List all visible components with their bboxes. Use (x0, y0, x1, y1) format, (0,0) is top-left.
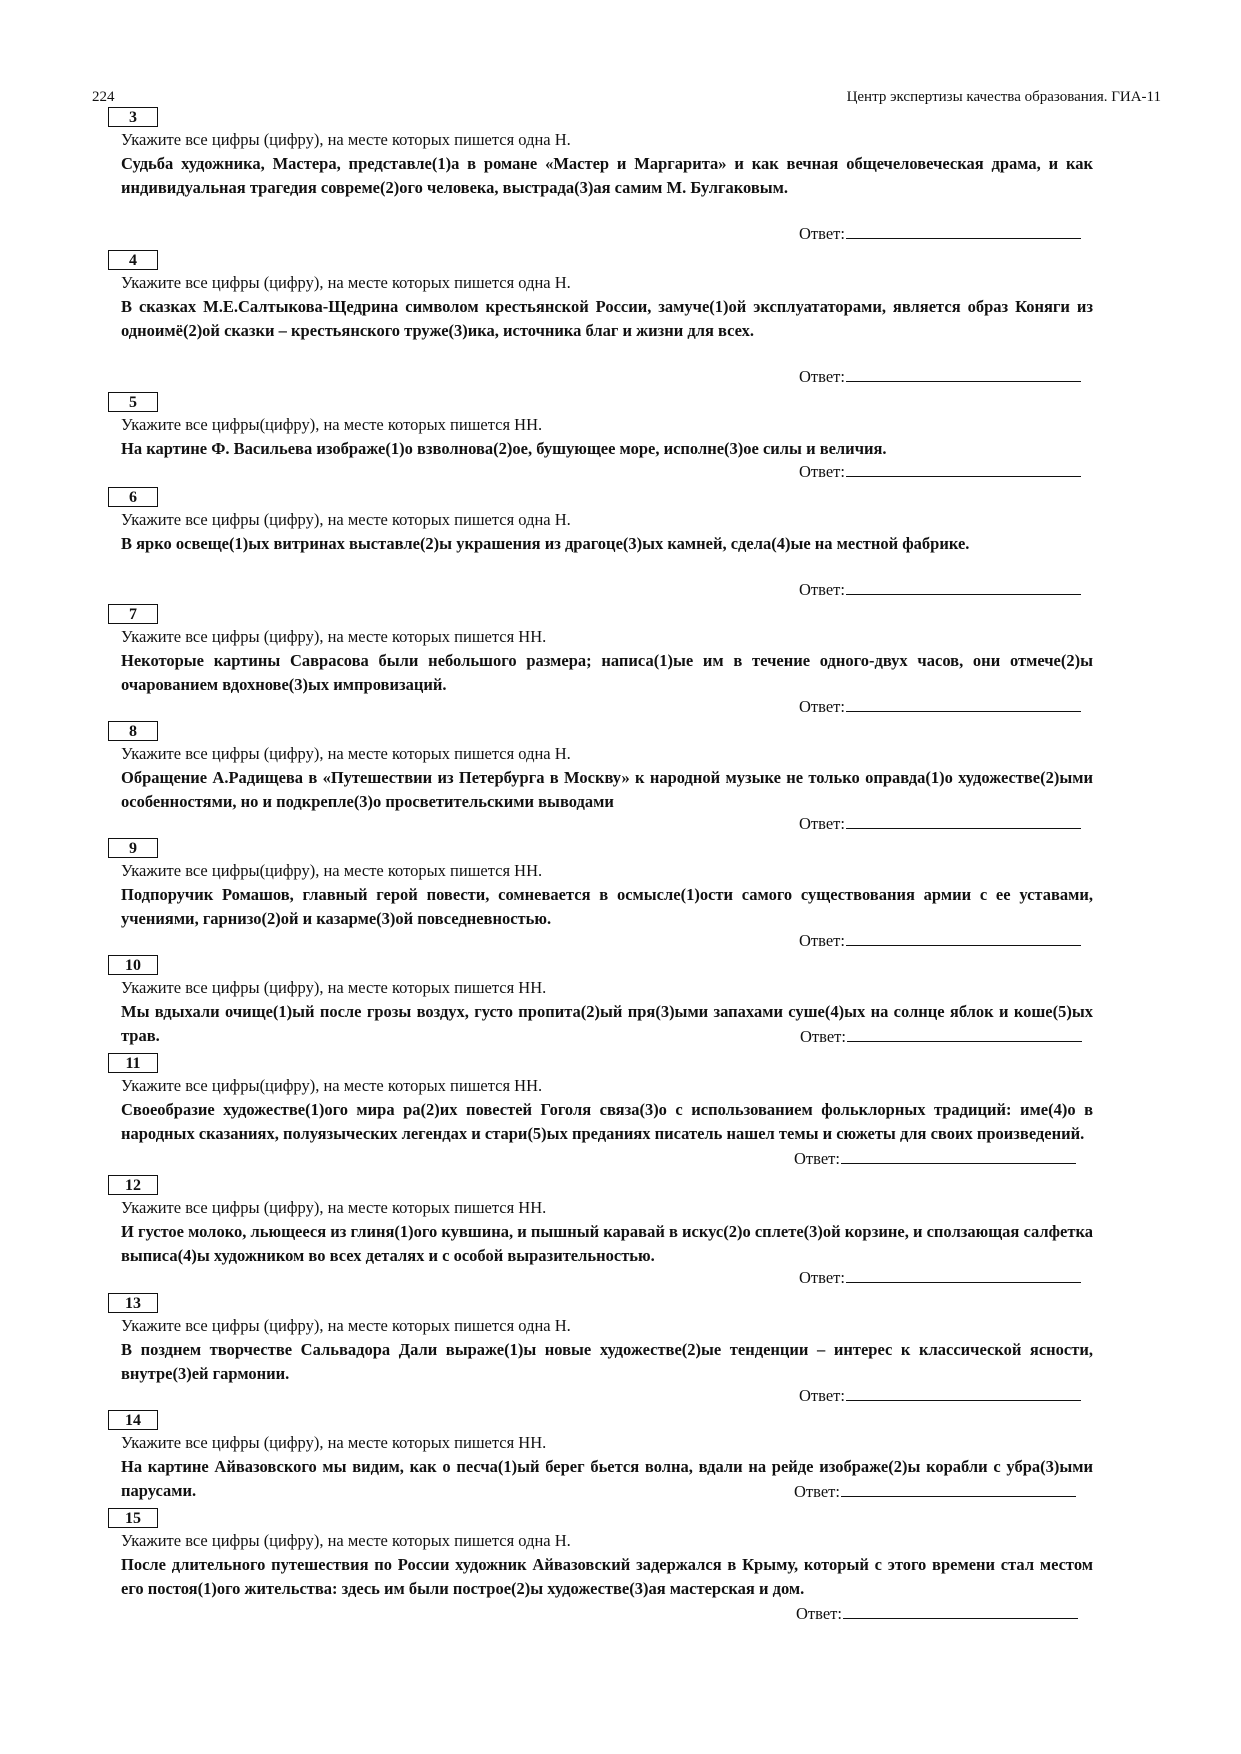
answer-label: Ответ: (799, 697, 845, 716)
answer-field[interactable] (799, 931, 1081, 951)
task-instruction: Укажите все цифры (цифру), на месте которых пишется одна Н. (121, 130, 571, 149)
answer-field[interactable] (790, 1482, 1076, 1502)
answer-label: Ответ: (799, 367, 845, 386)
task-number: 6 (108, 487, 158, 507)
answer-label: Ответ: (799, 1386, 845, 1405)
answer-line[interactable] (846, 1386, 1081, 1401)
answer-line[interactable] (841, 1149, 1076, 1164)
task-instruction: Укажите все цифры (цифру), на месте которых пишется НН. (121, 1198, 547, 1217)
task-sentence: Судьба художника, Мастера, представле(1)а в романе «Мастер и Маргарита» и как вечная общечеловеческая драма, и как индивидуальная трагедия совреме(2)ого человека, выстрада(3)ая самим М. Булгаковым. (121, 154, 1093, 197)
task-number: 5 (108, 392, 158, 412)
task-instruction: Укажите все цифры(цифру), на месте которых пишется НН. (121, 1076, 543, 1095)
answer-field[interactable] (799, 462, 1081, 482)
task-instruction: Укажите все цифры (цифру), на месте которых пишется одна Н. (121, 1531, 571, 1550)
answer-line[interactable] (846, 580, 1081, 595)
answer-line[interactable] (847, 1027, 1082, 1042)
answer-label: Ответ: (794, 1149, 840, 1168)
task-instruction: Укажите все цифры(цифру), на месте которых пишется НН. (121, 415, 543, 434)
answer-label: Ответ: (799, 462, 845, 481)
task-sentence: В ярко освеще(1)ых витринах выставле(2)ы украшения из драгоце(3)ых камней, сдела(4)ые на местной фабрике. (121, 534, 970, 553)
answer-field[interactable] (799, 224, 1081, 244)
task-number: 3 (108, 107, 158, 127)
header-title: Центр экспертизы качества образования. ГИА-11 (846, 89, 1161, 105)
task-instruction: Укажите все цифры (цифру), на месте которых пишется НН. (121, 978, 547, 997)
task-instruction: Укажите все цифры (цифру), на месте которых пишется одна Н. (121, 273, 571, 292)
task-instruction: Укажите все цифры(цифру), на месте которых пишется НН. (121, 861, 543, 880)
answer-line[interactable] (841, 1482, 1076, 1497)
answer-label: Ответ: (799, 224, 845, 243)
answer-field[interactable] (792, 1604, 1078, 1624)
answer-field[interactable] (799, 1386, 1081, 1406)
answer-field[interactable] (790, 1149, 1076, 1169)
task-sentence: После длительного путешествия по России художник Айвазовский задержался в Крыму, который с этого времени стал местом его постоя(1)ого жительства: здесь им были построе(2)ы художестве(3)ая мастерская и дом. (121, 1555, 1093, 1598)
task-number: 15 (108, 1508, 158, 1528)
task-number: 10 (108, 955, 158, 975)
task-number: 8 (108, 721, 158, 741)
task-number: 7 (108, 604, 158, 624)
answer-line[interactable] (846, 1268, 1081, 1283)
task-number: 14 (108, 1410, 158, 1430)
answer-line[interactable] (846, 931, 1081, 946)
answer-line[interactable] (846, 814, 1081, 829)
task-sentence: Мы вдыхали очище(1)ый после грозы воздух, густо пропита(2)ый пря(3)ыми запахами суше(4)ых на солнце яблок и коше(5)ых трав. (121, 1002, 1093, 1045)
answer-label: Ответ: (794, 1482, 840, 1501)
answer-field[interactable] (799, 1268, 1081, 1288)
answer-line[interactable] (846, 367, 1081, 382)
task-sentence: На картине Айвазовского мы видим, как о песча(1)ый берег бьется волна, вдали на рейде изображе(2)ы корабли с убра(3)ыми парусами. (121, 1457, 1093, 1500)
answer-label: Ответ: (796, 1604, 842, 1623)
answer-field[interactable] (799, 697, 1081, 717)
answer-line[interactable] (846, 697, 1081, 712)
task-sentence: На картине Ф. Васильева изображе(1)о взволнова(2)ое, бушующее море, исполне(3)ое силы и величия. (121, 439, 887, 458)
page-number: 224 (92, 89, 115, 105)
answer-label: Ответ: (799, 814, 845, 833)
task-number: 9 (108, 838, 158, 858)
answer-line[interactable] (843, 1604, 1078, 1619)
answer-field[interactable] (796, 1027, 1082, 1047)
answer-label: Ответ: (800, 1027, 846, 1046)
task-sentence: Некоторые картины Саврасова были небольшого размера; написа(1)ые им в течение одного-двух часов, они отмече(2)ы очарованием вдохнове(3)ых импровизаций. (121, 651, 1093, 694)
task-sentence: В позднем творчестве Сальвадора Дали выраже(1)ы новые художестве(2)ые тенденции – интерес к классической ясности, внутре(3)ей гармонии. (121, 1340, 1093, 1383)
task-sentence: Обращение А.Радищева в «Путешествии из Петербурга в Москву» к народной музыке не только оправда(1)о художестве(2)ыми особенностями, но и подкрепле(3)о просветительскими выводами (121, 768, 1093, 811)
task-number: 13 (108, 1293, 158, 1313)
answer-label: Ответ: (799, 1268, 845, 1287)
answer-field[interactable] (799, 367, 1081, 387)
answer-field[interactable] (799, 580, 1081, 600)
task-instruction: Укажите все цифры (цифру), на месте которых пишется одна Н. (121, 1316, 571, 1335)
task-sentence: Своеобразие художестве(1)ого мира ра(2)их повестей Гоголя связа(3)о с использованием фольклорных традиций: име(4)о в народных сказаниях, полуязыческих легендах и стари(5)ых преданиях писатель нашел темы и сюжеты для своих произведений. (121, 1100, 1093, 1143)
answer-label: Ответ: (799, 931, 845, 950)
task-sentence: В сказках М.Е.Салтыкова-Щедрина символом крестьянской России, замуче(1)ой эксплуататорами, является образ Коняги из одноимё(2)ой сказки – крестьянского труже(3)ика, источника благ и жизни для всех. (121, 297, 1093, 340)
answer-field[interactable] (799, 814, 1081, 834)
task-instruction: Укажите все цифры (цифру), на месте которых пишется одна Н. (121, 510, 571, 529)
task-sentence: Подпоручик Ромашов, главный герой повести, сомневается в осмысле(1)ости самого существования армии с ее уставами, учениями, гарнизо(2)ой и казарме(3)ой повседневностью. (121, 885, 1093, 928)
task-number: 11 (108, 1053, 158, 1073)
task-instruction: Укажите все цифры (цифру), на месте которых пишется одна Н. (121, 744, 571, 763)
answer-line[interactable] (846, 224, 1081, 239)
answer-line[interactable] (846, 462, 1081, 477)
answer-label: Ответ: (799, 580, 845, 599)
task-number: 12 (108, 1175, 158, 1195)
task-instruction: Укажите все цифры (цифру), на месте которых пишется НН. (121, 1433, 547, 1452)
task-instruction: Укажите все цифры (цифру), на месте которых пишется НН. (121, 627, 547, 646)
task-number: 4 (108, 250, 158, 270)
task-sentence: И густое молоко, льющееся из глиня(1)ого кувшина, и пышный каравай в искус(2)о сплете(3)ой корзине, и сползающая салфетка выписа(4)ы художником во всех деталях и с особой выразительностью. (121, 1222, 1093, 1265)
